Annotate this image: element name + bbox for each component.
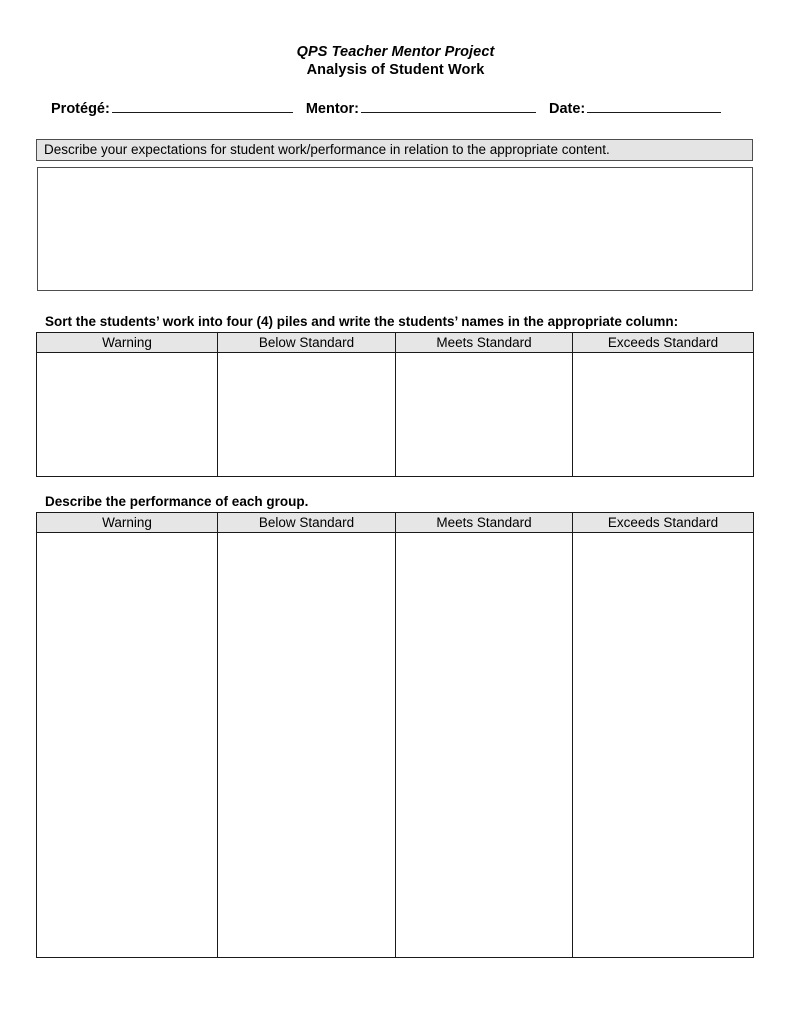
protege-label: Protégé: — [51, 101, 110, 117]
sort-cell-below-standard[interactable] — [218, 353, 396, 477]
describe-cell-warning[interactable] — [37, 533, 218, 958]
table-row — [37, 353, 754, 477]
identification-fields-row — [51, 99, 751, 121]
sort-cell-exceeds-standard[interactable] — [573, 353, 754, 477]
date-field[interactable] — [587, 99, 721, 113]
describe-instruction: Describe the performance of each group. — [45, 494, 309, 509]
column-header-below-standard: Below Standard — [218, 333, 396, 353]
sort-students-table — [36, 332, 754, 477]
describe-performance-table — [36, 512, 754, 958]
mentor-field[interactable] — [361, 99, 536, 113]
column-header-meets-standard: Meets Standard — [396, 513, 573, 533]
protege-field[interactable] — [112, 99, 293, 113]
date-label: Date: — [549, 101, 586, 117]
table-header-row — [37, 333, 754, 353]
column-header-meets-standard: Meets Standard — [396, 333, 573, 353]
sort-instruction: Sort the students’ work into four (4) piles and write the students’ names in the appropriate column: — [45, 314, 679, 329]
table-header-row — [37, 513, 754, 533]
table-row — [37, 533, 754, 958]
column-header-warning: Warning — [37, 513, 218, 533]
describe-cell-meets-standard[interactable] — [396, 533, 573, 958]
mentor-label: Mentor: — [305, 101, 359, 117]
column-header-exceeds-standard: Exceeds Standard — [573, 333, 754, 353]
expectations-header: Describe your expectations for student work/performance in relation to the appropriate content. — [36, 139, 753, 161]
describe-cell-below-standard[interactable] — [218, 533, 396, 958]
document-title-block — [0, 43, 791, 79]
column-header-warning: Warning — [37, 333, 218, 353]
sort-cell-warning[interactable] — [37, 353, 218, 477]
expectations-textarea[interactable] — [37, 167, 753, 291]
page-title: QPS Teacher Mentor Project — [296, 44, 495, 60]
describe-cell-exceeds-standard[interactable] — [573, 533, 754, 958]
column-header-exceeds-standard: Exceeds Standard — [573, 513, 754, 533]
column-header-below-standard: Below Standard — [218, 513, 396, 533]
page-subtitle: Analysis of Student Work — [306, 62, 485, 78]
sort-cell-meets-standard[interactable] — [396, 353, 573, 477]
